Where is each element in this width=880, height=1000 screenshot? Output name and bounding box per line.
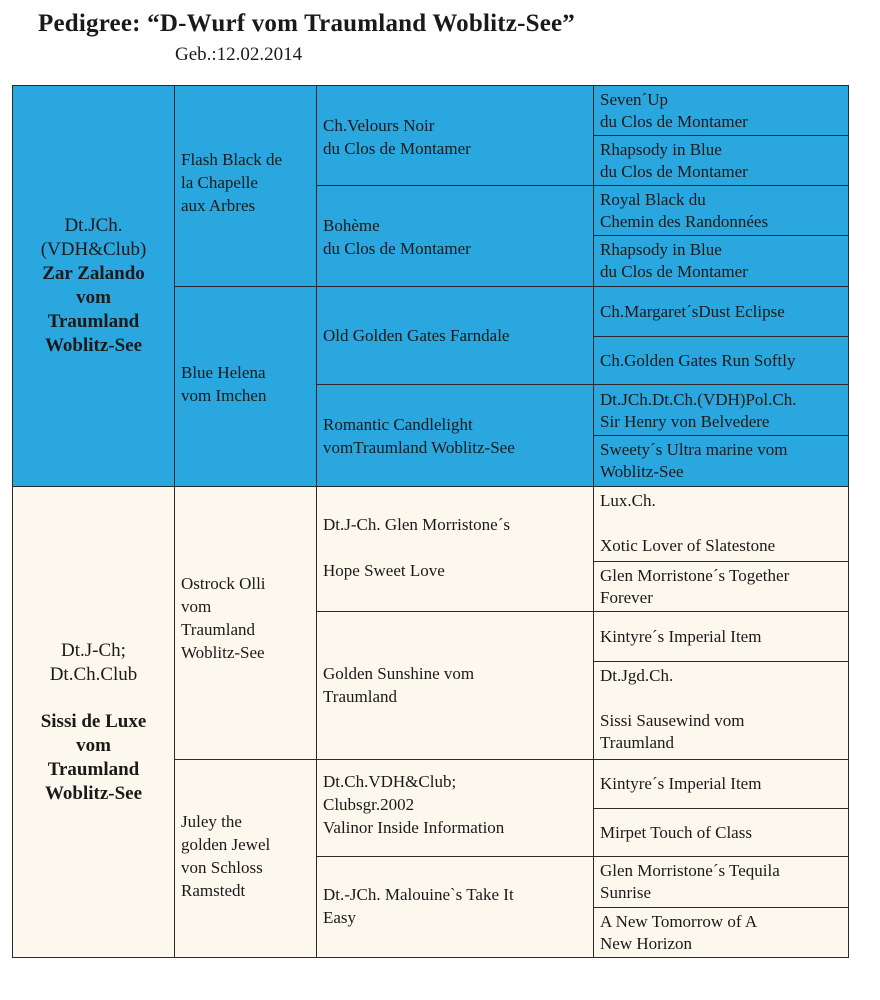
pedigree-gen4 — [593, 286, 849, 337]
ancestor-name: la Chapelle — [181, 173, 258, 192]
pedigree-gen4 — [593, 235, 849, 287]
ancestor-name: Sunrise — [600, 883, 651, 902]
ancestor-name: Ostrock Olli — [181, 574, 266, 593]
pedigree-dam-dam — [174, 759, 317, 958]
ancestor-name: Seven´Up — [600, 90, 668, 109]
ancestor-name: Traumland — [600, 733, 674, 752]
ancestor-name: du Clos de Montamer — [600, 262, 748, 281]
ancestor-name: Dt.JCh.Dt.Ch.(VDH)Pol.Ch. — [600, 390, 797, 409]
sire-name: vom — [76, 287, 111, 308]
ancestor-name: Sir Henry von Belvedere — [600, 412, 770, 431]
pedigree-sire-dam-sire — [316, 286, 594, 385]
ancestor-name: Woblitz-See — [181, 643, 265, 662]
ancestor-name: Ramstedt — [181, 881, 246, 900]
pedigree-gen4 — [593, 135, 849, 186]
sire-name: Zar Zalando — [42, 263, 145, 284]
pedigree-gen4 — [593, 759, 849, 809]
ancestor-name: aux Arbres — [181, 196, 256, 215]
pedigree-sire — [12, 85, 175, 487]
dam-title: Dt.Ch.Club — [49, 663, 138, 685]
pedigree-dam — [12, 486, 175, 958]
pedigree-dam-sire-sire — [316, 486, 594, 612]
ancestor-name: Xotic Lover of Slatestone — [600, 536, 776, 555]
ancestor-name: A New Tomorrow of A — [600, 912, 758, 931]
sire-title: (VDH&Club) — [40, 239, 147, 260]
ancestor-name: Old Golden Gates Farndale — [323, 326, 510, 345]
pedigree-sire-dam-dam — [316, 384, 594, 487]
pedigree-gen4 — [593, 561, 849, 612]
ancestor-name: Romantic Candlelight — [323, 415, 473, 434]
ancestor-name: Dt.-JCh. Malouine`s Take It — [323, 885, 514, 904]
birth-date: Geb.:12.02.2014 — [175, 44, 303, 65]
dam-name: Sissi de Luxe — [40, 710, 147, 732]
ancestor-name: du Clos de Montamer — [600, 112, 748, 131]
pedigree-gen4 — [593, 661, 849, 760]
ancestor-name: Ch.Golden Gates Run Softly — [600, 351, 796, 370]
pedigree-gen4 — [593, 856, 849, 908]
ancestor-name: Glen Morristone´s Tequila — [600, 861, 780, 880]
dam-name: Woblitz-See — [44, 782, 143, 804]
ancestor-name: Easy — [323, 908, 357, 927]
sire-title: Dt.JCh. — [64, 215, 123, 236]
ancestor-name: vomTraumland Woblitz-See — [323, 438, 515, 457]
ancestor-name: Kintyre´s Imperial Item — [600, 627, 762, 646]
ancestor-name: Ch.Margaret´sDust Eclipse — [600, 302, 785, 321]
page-title: Pedigree: “D-Wurf vom Traumland Woblitz-See” — [38, 10, 576, 37]
pedigree-gen4 — [593, 85, 849, 136]
ancestor-name: Rhapsody in Blue — [600, 140, 722, 159]
ancestor-name: Sweety´s Ultra marine vom — [600, 440, 788, 459]
pedigree-dam-sire-dam — [316, 611, 594, 760]
ancestor-name: Dt.Ch.VDH&Club; — [323, 772, 457, 791]
ancestor-name: Traumland — [323, 687, 397, 706]
dam-title: Dt.J-Ch; — [61, 639, 126, 661]
ancestor-name: Royal Black du — [600, 190, 706, 209]
ancestor-name: New Horizon — [600, 934, 693, 953]
ancestor-name: Dt.J-Ch. Glen Morristone´s — [323, 515, 510, 534]
pedigree-sire-sire — [174, 85, 317, 287]
ancestor-name: Glen Morristone´s Together — [600, 566, 790, 585]
pedigree-gen4 — [593, 435, 849, 487]
ancestor-name: Chemin des Randonnées — [600, 212, 769, 231]
sire-name: Traumland — [47, 311, 140, 332]
ancestor-name: Traumland — [181, 620, 255, 639]
ancestor-name: golden Jewel — [181, 835, 271, 854]
dam-name: Traumland — [47, 758, 140, 780]
ancestor-name: Hope Sweet Love — [323, 561, 445, 580]
ancestor-name: vom — [181, 597, 212, 616]
pedigree-dam-dam-sire — [316, 759, 594, 857]
pedigree-sire-sire-sire — [316, 85, 594, 186]
ancestor-name: vom Imchen — [181, 386, 267, 405]
ancestor-name: Clubsgr.2002 — [323, 795, 415, 814]
pedigree-dam-sire — [174, 486, 317, 760]
ancestor-name: Dt.Jgd.Ch. — [600, 666, 674, 685]
ancestor-name: du Clos de Montamer — [323, 239, 471, 258]
pedigree-dam-dam-dam — [316, 856, 594, 958]
pedigree-gen4 — [593, 611, 849, 662]
ancestor-name: Forever — [600, 588, 653, 607]
pedigree-gen4 — [593, 486, 849, 562]
sire-name: Woblitz-See — [44, 335, 143, 356]
ancestor-name: Blue Helena — [181, 363, 266, 382]
dam-name: vom — [76, 734, 111, 756]
ancestor-name: Kintyre´s Imperial Item — [600, 774, 762, 793]
ancestor-name: Rhapsody in Blue — [600, 240, 722, 259]
ancestor-name: Flash Black de — [181, 150, 283, 169]
pedigree-gen4 — [593, 336, 849, 385]
pedigree-sire-sire-dam — [316, 185, 594, 287]
pedigree-gen4 — [593, 185, 849, 236]
pedigree-gen4 — [593, 384, 849, 436]
ancestor-name: Bohème — [323, 216, 380, 235]
pedigree-sire-dam — [174, 286, 317, 487]
ancestor-name: Lux.Ch. — [600, 491, 656, 510]
ancestor-name: Sissi Sausewind vom — [600, 711, 745, 730]
pedigree-gen4 — [593, 808, 849, 857]
ancestor-name: Juley the — [181, 812, 242, 831]
ancestor-name: Golden Sunshine vom — [323, 664, 475, 683]
pedigree-gen4 — [593, 907, 849, 958]
ancestor-name: du Clos de Montamer — [600, 162, 748, 181]
ancestor-name: Mirpet Touch of Class — [600, 823, 752, 842]
ancestor-name: von Schloss — [181, 858, 263, 877]
ancestor-name: Valinor Inside Information — [323, 818, 505, 837]
ancestor-name: Woblitz-See — [600, 462, 684, 481]
ancestor-name: du Clos de Montamer — [323, 139, 471, 158]
ancestor-name: Ch.Velours Noir — [323, 116, 435, 135]
